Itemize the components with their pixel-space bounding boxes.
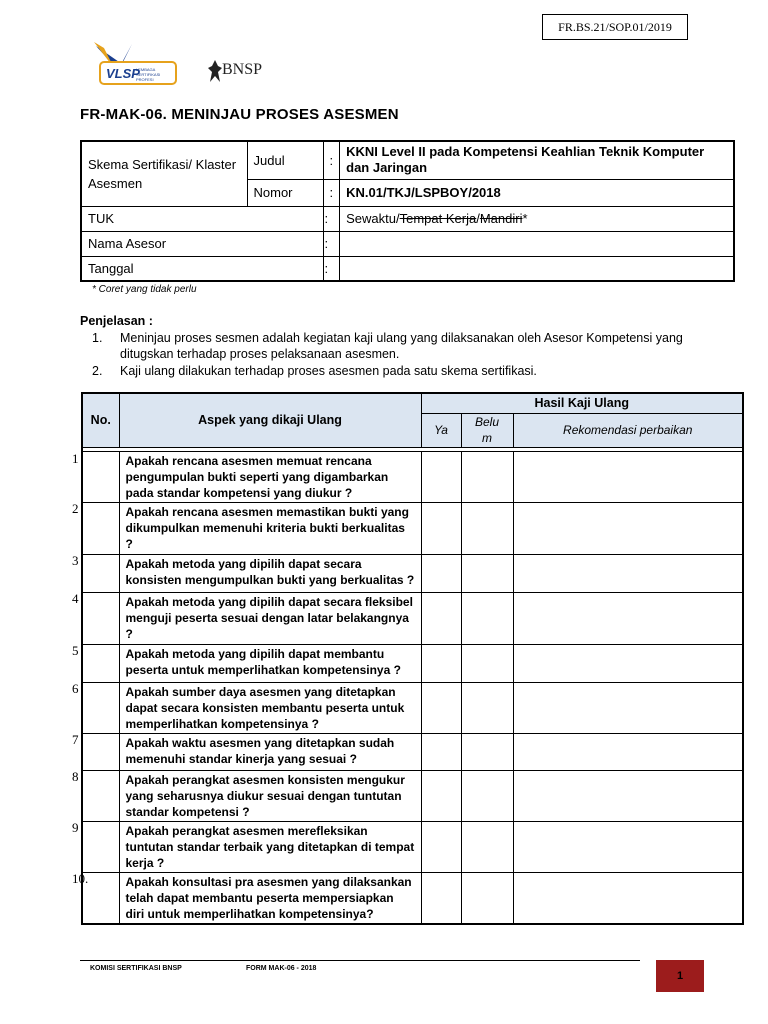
belum-cell[interactable] [461,502,513,554]
rekomendasi-cell[interactable] [513,592,743,644]
tanggal-label: Tanggal [81,256,323,281]
judul-value: KKNI Level II pada Kompetensi Keahlian Teknik Komputer dan Jaringan [340,141,734,179]
list-item [92,363,732,379]
colon: : [323,206,340,231]
colon: : [323,141,340,179]
col-rekomendasi-header: Rekomendasi perbaikan [513,413,743,447]
row-number: 7 [72,732,79,747]
ya-cell[interactable] [421,451,461,502]
tuk-value-strike-2: Mandiri [479,211,523,226]
tanggal-value[interactable] [340,256,734,281]
colon: : [323,231,340,256]
row-number: 9 [72,820,79,835]
info-table [80,140,735,282]
list-item-text: Meninjau proses sesmen adalah kegiatan kaji ulang yang dilaksanakan oleh Asesor Kompetensi yang ditugskan terhadap proses pelaksanaan asesmen. [120,331,683,361]
row-number: 10. [72,871,89,886]
rekomendasi-cell[interactable] [513,451,743,502]
list-item-number: 1. [92,331,103,345]
tuk-value [340,206,734,231]
belum-cell[interactable] [461,554,513,592]
lsp-logo-subtext: LEMBAGA SERTIFIKASI PROFESI [136,67,161,82]
table-row [82,733,743,770]
bnsp-logo [208,58,272,84]
col-belum-header: Belum [461,413,513,447]
table-row [82,644,743,682]
footer-form-text: FORM MAK-06 - 2018 [246,965,317,972]
ya-cell[interactable] [421,682,461,733]
rekomendasi-cell[interactable] [513,682,743,733]
row-number: 6 [72,681,79,696]
question-text: Apakah konsultasi pra asesmen yang dilaksankan telah dapat membantu peserta mempersiapkan diri untuk memperlihatkan kompetensinya? [119,872,421,924]
question-text: Apakah metoda yang dipilih dapat membantu peserta untuk memperlihatkan kompetensinya ? [119,644,421,682]
belum-cell[interactable] [461,682,513,733]
question-text: Apakah perangkat asesmen merefleksikan tuntutan standar terbaik yang ditetapkan di tempat kerja ? [119,821,421,872]
row-number: 3 [72,553,79,568]
rekomendasi-cell[interactable] [513,554,743,592]
question-text: Apakah rencana asesmen memastikan bukti yang dikumpulkan memenuhi kriteria bukti berkualitas ? [119,502,421,554]
row-number: 2 [72,501,79,516]
question-text: Apakah perangkat asesmen konsisten mengukur yang seharusnya diukur sesuai dengan tuntutan standar kompetensi ? [119,770,421,821]
ya-cell[interactable] [421,592,461,644]
ya-cell[interactable] [421,502,461,554]
row-number: 8 [72,769,79,784]
row-number: 4 [72,591,79,606]
penjelasan-heading: Penjelasan : [80,314,153,328]
bnsp-logo-text: BNSP [222,61,263,78]
ya-cell[interactable] [421,872,461,924]
belum-cell[interactable] [461,821,513,872]
belum-cell[interactable] [461,451,513,502]
question-text: Apakah metoda yang dipilih dapat secara konsisten mengumpulkan bukti yang berkualitas ? [119,554,421,592]
rekomendasi-cell[interactable] [513,770,743,821]
belum-cell[interactable] [461,592,513,644]
list-item-text: Kaji ulang dilakukan terhadap proses asesmen pada satu skema sertifikasi. [120,364,537,378]
col-aspek-header: Aspek yang dikaji Ulang [119,393,421,447]
table-row [82,770,743,821]
footer-divider [80,960,640,961]
row-number: 1 [72,451,79,466]
table-row [82,682,743,733]
question-text: Apakah metoda yang dipilih dapat secara fleksibel menguji peserta sesuai dengan latar belakangnya ? [119,592,421,644]
form-code-box: FR.BS.21/SOP.01/2019 [542,14,688,40]
note-text: * Coret yang tidak perlu [92,284,197,295]
tuk-label: TUK [81,206,323,231]
footer-left-text: KOMISI SERTIFIKASI BNSP [90,965,182,972]
nomor-label: Nomor [247,179,323,206]
skema-label: Skema Sertifikasi/ Klaster Asesmen [81,141,247,206]
tuk-value-strike-1: Tempat Kerja [399,211,477,226]
question-text: Apakah sumber daya asesmen yang ditetapkan dapat secara konsisten membantu peserta untuk memperlihatkan kompetensinya ? [119,682,421,733]
nomor-value: KN.01/TKJ/LSPBOY/2018 [340,179,734,206]
belum-cell[interactable] [461,770,513,821]
rekomendasi-cell[interactable] [513,502,743,554]
rekomendasi-cell[interactable] [513,733,743,770]
table-row [82,502,743,554]
tuk-value-plain: Sewaktu/ [346,211,400,226]
table-row [82,554,743,592]
table-row [82,872,743,924]
tuk-star: * [522,211,528,226]
rekomendasi-cell[interactable] [513,644,743,682]
rekomendasi-cell[interactable] [513,821,743,872]
penjelasan-list [92,330,732,380]
page-number-box: 1 [656,960,704,992]
row-number: 5 [72,643,79,658]
list-item-number: 2. [92,364,103,378]
ya-cell[interactable] [421,644,461,682]
lsp-logo [92,40,178,90]
colon: : [323,179,340,206]
rekomendasi-cell[interactable] [513,872,743,924]
belum-cell[interactable] [461,733,513,770]
review-table [81,392,744,925]
page-title: FR-MAK-06. MENINJAU PROSES ASESMEN [80,106,399,123]
question-text: Apakah waktu asesmen yang ditetapkan sudah memenuhi standar kinerja yang sesuai ? [119,733,421,770]
table-row [82,592,743,644]
lsp-logo-text: VLSP [106,66,140,81]
belum-cell[interactable] [461,644,513,682]
ya-cell[interactable] [421,733,461,770]
table-row [82,451,743,502]
ya-cell[interactable] [421,554,461,592]
col-hasil-header: Hasil Kaji Ulang [421,393,743,413]
belum-cell[interactable] [461,872,513,924]
asesor-label: Nama Asesor [81,231,323,256]
col-ya-header: Ya [421,413,461,447]
list-item [92,330,732,362]
colon: : [323,256,340,281]
table-row [82,821,743,872]
tuk-sep: / [476,211,480,226]
ya-cell[interactable] [421,821,461,872]
asesor-value[interactable] [340,231,734,256]
question-text: Apakah rencana asesmen memuat rencana pengumpulan bukti seperti yang digambarkan pada standar kompetensi yang diukur ? [119,451,421,502]
ya-cell[interactable] [421,770,461,821]
judul-label: Judul [247,141,323,179]
col-no-header: No. [82,393,119,447]
